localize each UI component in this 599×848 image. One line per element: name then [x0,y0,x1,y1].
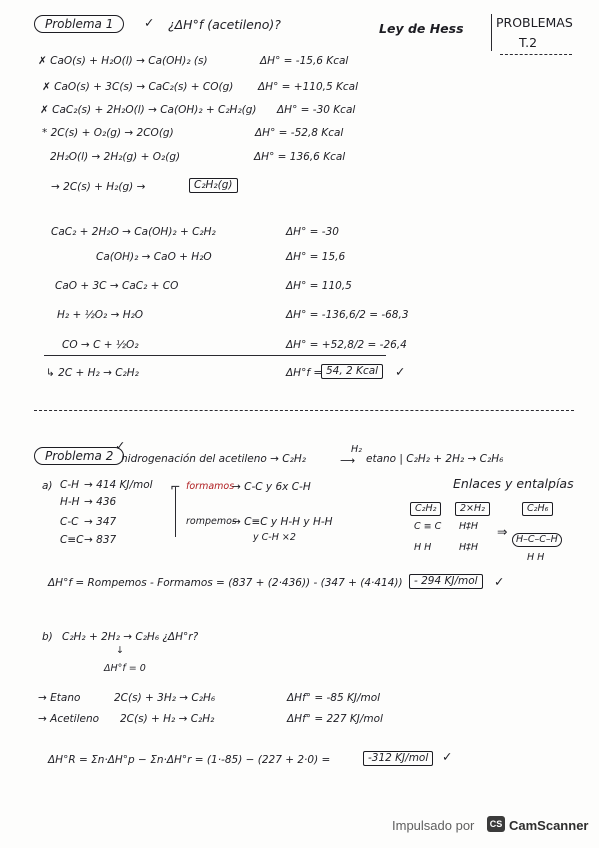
work-eq-5: CO → C + ½O₂ [62,339,139,351]
given-dh-2: ΔH° = +110,5 Kcal [258,81,359,93]
bond-3: C-C [60,516,79,528]
etano-dh: ΔHf° = -85 KJ/mol [287,692,381,704]
given-eq-5: 2H₂O(l) → 2H₂(g) + O₂(g) [50,151,181,163]
bond-2: H-H [60,496,80,508]
result-check: ✓ [395,364,406,379]
problem2-label: Problema 2 [34,447,124,465]
work-eq-1: CaC₂ + 2H₂O → Ca(OH)₂ + C₂H₂ [51,226,216,238]
law-title: Ley de Hess [379,21,464,36]
dh-a-equation: ΔH°f = Rompemos - Formamos = (837 + (2·436)) - (347 + (4·414)) [48,577,403,589]
tag-underline [500,54,572,55]
problem2-arrow: ⟶ [340,455,356,467]
work-dh-1: ΔH° = -30 [286,226,339,238]
result-eq: ↳ 2C + H₂ → C₂H₂ [46,367,139,379]
check-mark: ✓ [144,15,155,30]
formamos-detail: → C-C y 6x C-H [232,481,311,493]
final-box: -312 KJ/mol [363,751,433,766]
formamos-label: formamos [186,481,235,492]
given-dh-1: ΔH° = -15,6 Kcal [260,55,349,67]
given-eq-1: ✗ CaO(s) + H₂O(l) → Ca(OH)₂ (s) [38,55,208,67]
problem2-over-arrow: H₂ [351,444,362,455]
section-divider [34,410,574,411]
rompemos-detail-2: y C-H ×2 [253,532,296,543]
target-box: C₂H₂(g) [189,178,238,193]
work-eq-4: H₂ + ½O₂ → H₂O [57,309,144,321]
bond-1: C-H [60,479,80,491]
sum-rule [44,355,386,356]
given-dh-5: ΔH° = 136,6 Kcal [254,151,346,163]
struct-ethane: H–C–C–H [512,533,562,547]
tag-title: PROBLEMAS [496,15,573,30]
struct-ethyne-top: C ≡ C [414,521,442,532]
work-dh-3: ΔH° = 110,5 [286,280,352,292]
struct-ethyne-bottom: H H [414,542,432,553]
enlaces-title: Enlaces y entalpías [453,476,574,491]
bond-3-value: → 347 [84,516,117,528]
b-equation: C₂H₂ + 2H₂ → C₂H₆ ¿ΔH°r? [62,631,199,643]
result-label: ΔH°f = [286,367,323,379]
bracket-line [175,487,176,537]
camscanner-brand: CamScanner [509,818,589,833]
rompemos-label: rompemos [186,516,237,527]
struct-box-ethane: C₂H₆ [522,502,553,516]
b-note-arrow: ↓ [116,645,124,656]
problem2-check: ✓ [115,438,126,453]
part-b: b) [42,631,53,643]
problem2-title: hidrogenación del acetileno → C₂H₂ [121,453,306,465]
problem1-question: ¿ΔH°f (acetileno)? [168,17,281,32]
etano-eq: 2C(s) + 3H₂ → C₂H₆ [114,692,216,704]
etano-label: → Etano [38,692,81,704]
struct-arrow: ⇒ [497,524,508,539]
acetileno-dh: ΔHf° = 227 KJ/mol [287,713,383,725]
bond-2-value: → 436 [84,496,117,508]
final-check: ✓ [442,749,453,764]
acetileno-label: → Acetileno [38,713,100,725]
dh-a-box: - 294 KJ/mol [409,574,483,589]
camscanner-logo-icon: CS [487,816,505,832]
rompemos-detail: → C≡C y H-H y H-H [232,516,333,528]
powered-by-text: Impulsado por [392,818,475,833]
struct-h2-bottom: H‡H [459,542,479,553]
problem2-title-tail: etano | C₂H₂ + 2H₂ → C₂H₆ [366,453,504,465]
bracket-top: ⌐ [170,479,181,494]
result-box: 54, 2 Kcal [321,364,383,379]
given-dh-3: ΔH° = -30 Kcal [277,104,356,116]
struct-h2-top: H‡H [459,521,479,532]
work-eq-2: Ca(OH)₂ → CaO + H₂O [96,251,212,263]
acetileno-eq: 2C(s) + H₂ → C₂H₂ [120,713,215,725]
tag-corner [491,14,492,51]
problem1-label: Problema 1 [34,15,124,33]
target-arrow: → 2C(s) + H₂(g) → [51,181,146,193]
work-dh-4: ΔH° = -136,6/2 = -68,3 [286,309,409,321]
given-eq-4: * 2C(s) + O₂(g) → 2CO(g) [42,127,174,139]
tag-sub: T.2 [519,35,538,50]
bond-4-value: → 837 [84,534,117,546]
work-eq-3: CaO + 3C → CaC₂ + CO [55,280,179,292]
bond-1-value: → 414 KJ/mol [84,479,153,491]
given-eq-2: ✗ CaO(s) + 3C(s) → CaC₂(s) + CO(g) [42,81,234,93]
work-dh-5: ΔH° = +52,8/2 = -26,4 [286,339,407,351]
given-eq-3: ✗ CaC₂(s) + 2H₂O(l) → Ca(OH)₂ + C₂H₂(g) [40,104,257,116]
given-dh-4: ΔH° = -52,8 Kcal [255,127,344,139]
bond-4: C≡C [60,534,84,546]
struct-box-h2: 2×H₂ [455,502,490,516]
b-note: ΔH°f = 0 [104,663,146,674]
struct-ethane-bottom: H H [527,552,545,563]
work-dh-2: ΔH° = 15,6 [286,251,346,263]
struct-box-ethyne: C₂H₂ [410,502,441,516]
dh-a-check: ✓ [494,574,505,589]
final-equation: ΔH°R = Σn·ΔH°p − Σn·ΔH°r = (1·-85) − (227 + 2·0) = [48,754,331,766]
part-a: a) [42,480,53,492]
